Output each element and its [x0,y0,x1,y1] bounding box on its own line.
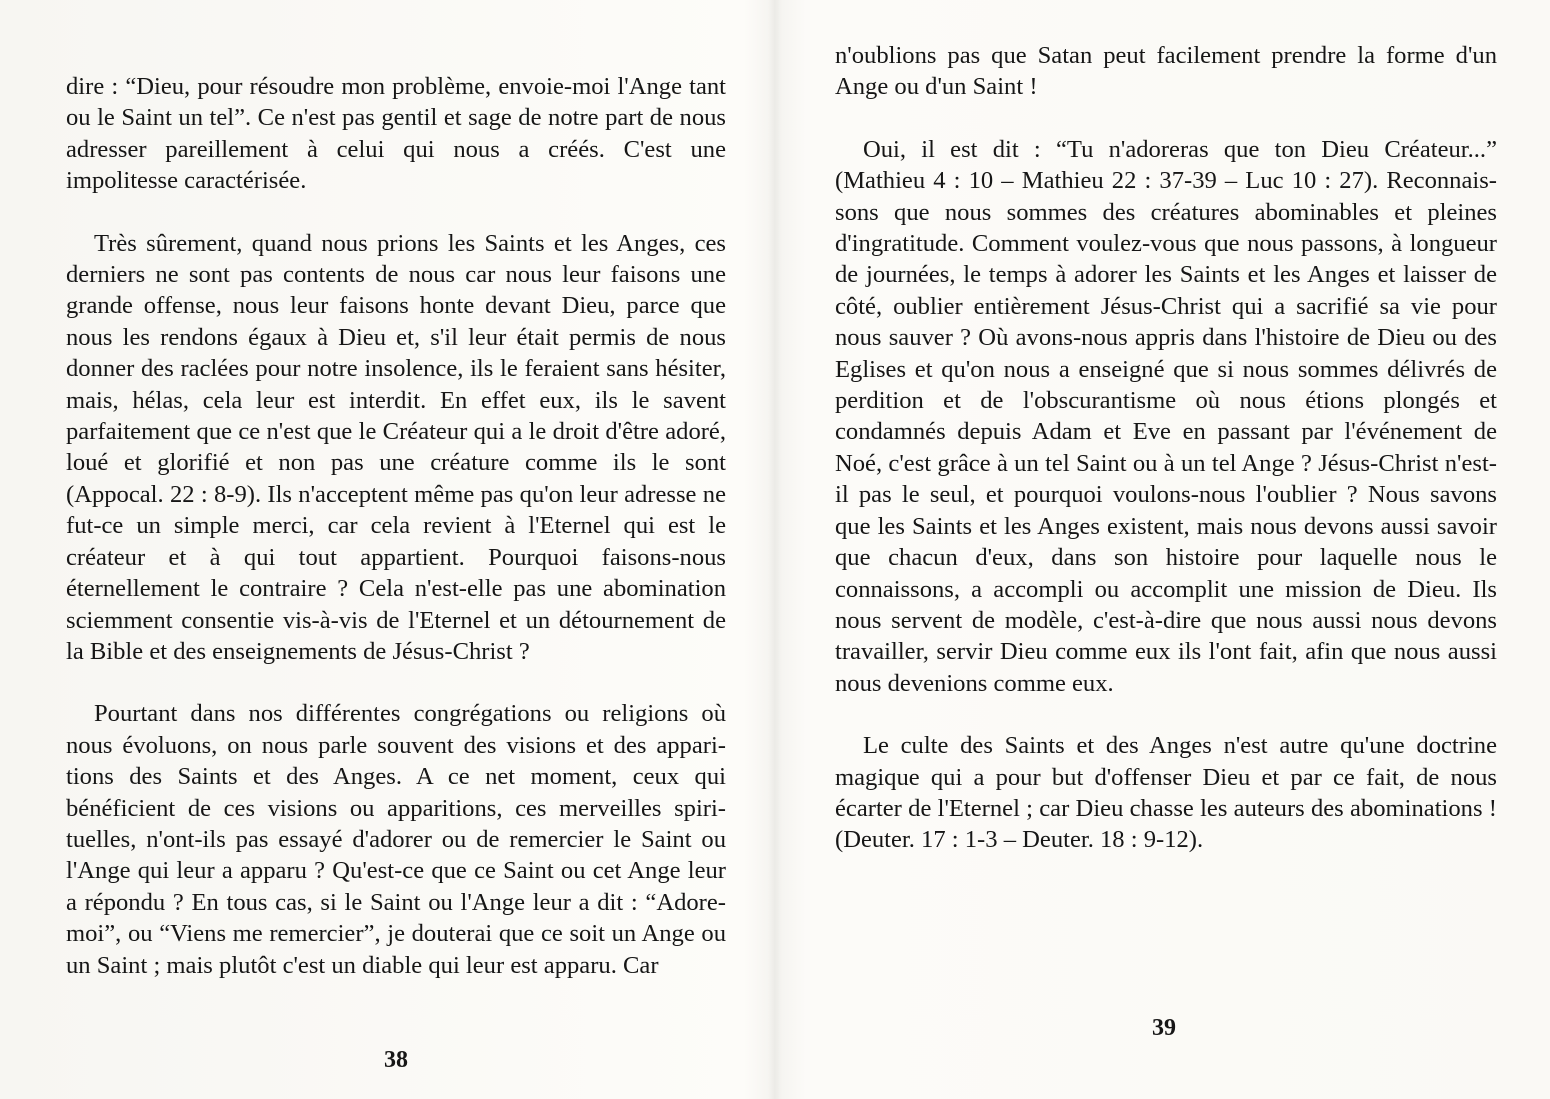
left-paragraph-1: dire : “Dieu, pour résoudre mon problème, envoie-moi l'Ange tant ou le Saint un tel”. Ce n'est pas gentil et sage de notre part de nous adresser pareillement à celui qui nous a créés. C'est une impolitesse caractérisée. [66,73,726,195]
right-paragraph-2: Oui, il est dit : “Tu n'adoreras que ton Dieu Créateur...” (Mathieu 4 : 10 – Mathieu 22 : 37-39 – Luc 10 : 27). Reconnaissons que nous sommes des créatures abominables et pleines d'ingratitude. Comment voulez-vous que nous passons, à longueur de journées, le temps à adorer les Saints et les Anges et laisser de côté, oublier entièrement Jésus-Christ qui a sacrifié sa vie pour nous sauver ? Où avons-nous appris dans l'histoire de Dieu ou des Eglises et qu'on nous a enseigné que si nous sommes délivrés de perdition et de l'obscurantisme où nous étions plongés et condamnés depuis Adam et Eve en passant par l'événement de Noé, c'est grâce à un tel Saint ou à un tel Ange ? Jésus-Christ n'est-il pas le seul, et pourquoi voulons-nous l'oublier ? Nous savons que les Saints et les Anges existent, mais nous devons aussi savoir que chacun d'eux, dans son histoire pour laquelle nous le connaissons, a accompli ou accomplit une mission de Dieu. Ils nous servent de modèle, c'est-à-dire que nous aussi nous devons travailler, servir Dieu comme eux ils l'ont fait, afin que nous aussi nous devenions comme eux. [835,135,1497,697]
left-paragraph-3: Pourtant dans nos différentes congrégations ou religions où nous évoluons, on nous parle souvent des visions et des apparitions des Saints et des Anges. A ce net moment, ceux qui bénéficient de ces visions ou apparitions, ces merveilles spirituelles, n'ont-ils pas essayé d'adorer ou de remercier le Saint ou l'Ange qui leur a apparu ? Qu'est-ce que ce Saint ou cet Ange leur a répondu ? En tous cas, si le Saint ou l'Ange leur a dit : “Adoremoi”, ou “Viens me remercier”, je douterai que ce soit un Ange ou un Saint ; mais plutôt c'est un diable qui leur est apparu. Car [66,700,726,979]
left-paragraph-2: Très sûrement, quand nous prions les Saints et les Anges, ces derniers ne sont pas contents de nous car nous leur faisons une grande offense, nous leur faisons honte devant Dieu, parce que nous les rendons égaux à Dieu et, s'il leur était permis de nous donner des raclées pour notre insolence, ils le feraient sans hésiter, mais, hélas, cela leur est interdit. En effet eux, ils le savent parfaitement que ce n'est que le Créateur qui a le droit d'être adoré, loué et glorifié et non pas une créature comme ils le sont (Appocal. 22 : 8-9). Ils n'acceptent même pas qu'on leur adresse ne fut-ce un simple merci, car cela revient à l'Eternel qui est le créateur et à qui tout appartient. Pourquoi faisons-nous éternellement le contraire ? Cela n'est-elle pas une abomination sciemment consentie vis-à-vis de l'Eternel et un détournement de la Bible et des enseignements de Jésus-Christ ? [66,229,726,665]
page-number-left: 38 [384,1047,408,1073]
page-right [775,0,1550,1099]
right-paragraph-3: Le culte des Saints et des Anges n'est autre qu'une doctrine magique qui a pour but d'offenser Dieu et par ce fait, de nous écarter de l'Eternel ; car Dieu chasse les auteurs des abominations ! (Deuter. 17 : 1-3 – Deuter. 18 : 9-12). [835,732,1497,854]
right-page-text [835,40,1497,856]
right-paragraph-1: n'oublions pas que Satan peut facilement prendre la forme d'un Ange ou d'un Saint ! [835,42,1497,101]
page-number-right: 39 [1152,1015,1176,1041]
left-page-text [66,71,726,981]
